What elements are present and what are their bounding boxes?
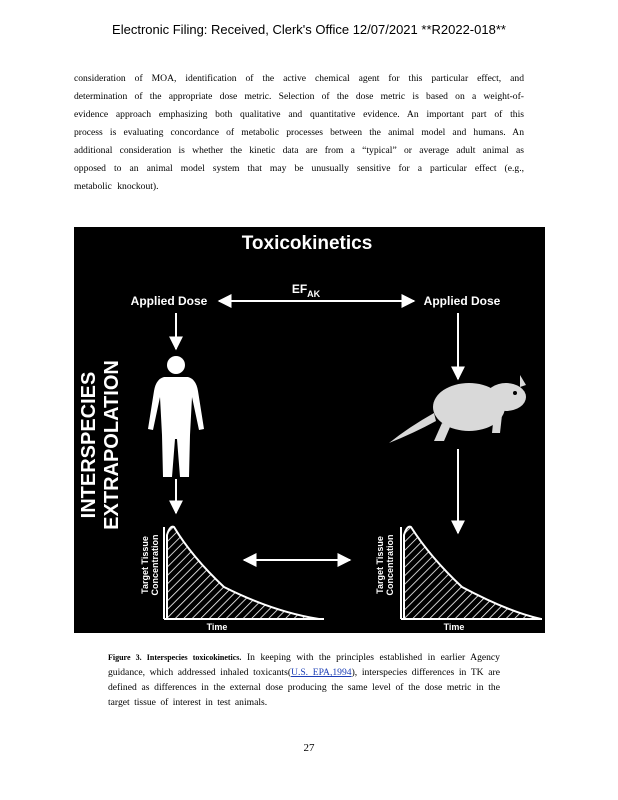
right-y-axis-label-2: Concentration <box>385 534 395 596</box>
caption-text-before: In keeping with the principles established in earlier Agency guidance, which addressed inhaled toxicants( <box>108 652 500 678</box>
interspecies-label: INTERSPECIES <box>78 371 100 519</box>
caption-text-after: ), interspecies differences in TK are defined as differences in the external dose producing the same level of the dose metric in the target tissue of interest in test animals. <box>108 667 500 708</box>
body-paragraph-text: consideration of MOA, identification of the active chemical agent for this particular effect, and determination of the appropriate dose metric. Selection of the dose metric is based on a weight-of-evidence approach emphasizing both qualitative and quantitative evidence. An important part of this process is evaluating concordance of metabolic processes between the animal model and humans. An additional consideration is whether the kinetic data are from a “typical” or average adult animal as opposed to an animal model system that may be unusually sensitive for a particular effect (e.g., metabolic knockout). <box>74 73 524 192</box>
right-concentration-plot <box>375 527 542 632</box>
body-paragraph <box>74 70 524 196</box>
figure-title: Toxicokinetics <box>241 233 373 254</box>
left-concentration-curve <box>167 527 319 619</box>
page-number: 27 <box>303 742 315 754</box>
extrapolation-label: EXTRAPOLATION <box>101 360 123 530</box>
left-concentration-plot <box>140 527 324 632</box>
citation-link[interactable]: U.S. EPA,1994 <box>291 667 352 678</box>
filing-header: Electronic Filing: Received, Clerk's Office 12/07/2021 **R2022-018** <box>112 22 506 37</box>
right-concentration-curve <box>404 527 541 619</box>
figure-canvas <box>74 227 545 633</box>
left-x-axis-label: Time <box>206 622 228 632</box>
caption-label: Figure 3. Interspecies toxicokinetics. <box>108 653 242 662</box>
left-y-axis-label-1: Target Tissue <box>140 536 150 594</box>
ef-label: $EF_{AK}$ <box>291 282 321 299</box>
left-y-axis-label-2: Concentration <box>150 534 160 596</box>
right-applied-dose-label: Applied Dose <box>423 294 501 308</box>
toxicokinetics-figure <box>74 227 545 633</box>
rat-icon <box>389 375 526 443</box>
right-y-axis-label-1: Target Tissue <box>375 536 385 594</box>
figure-caption <box>108 650 500 710</box>
left-applied-dose-label: Applied Dose <box>130 294 208 308</box>
human-icon <box>148 356 204 477</box>
right-x-axis-label: Time <box>443 622 465 632</box>
